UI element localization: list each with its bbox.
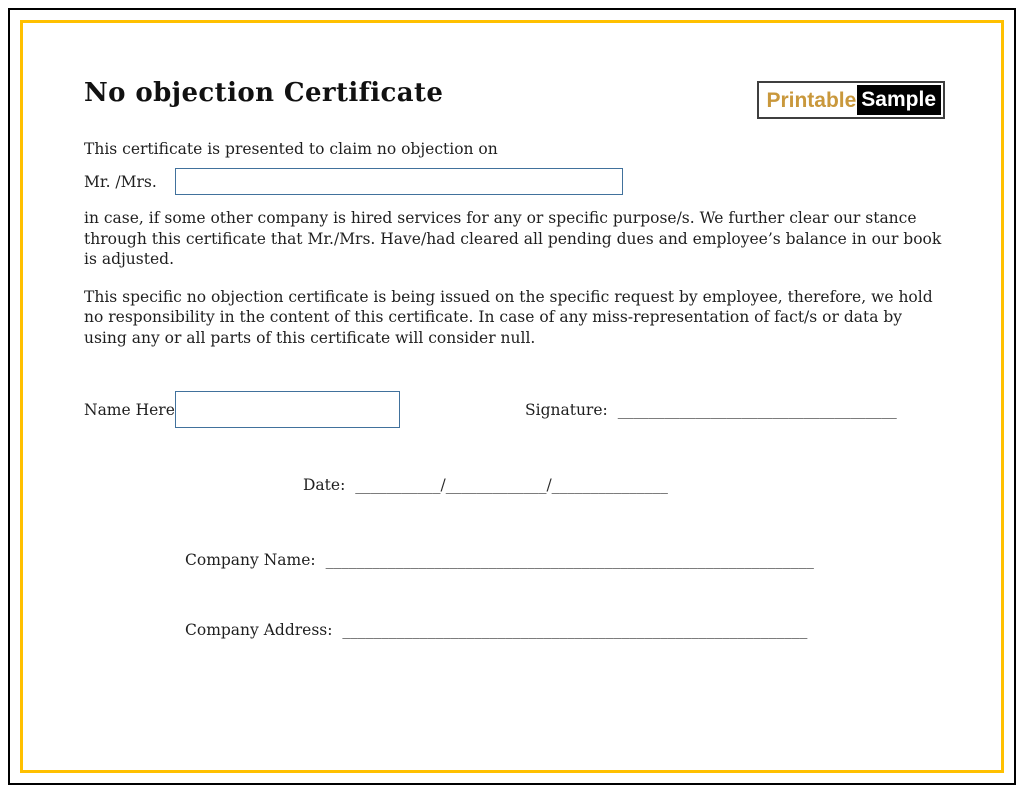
salutation-label: Mr. /Mrs.: [84, 172, 157, 191]
signature-field: [525, 401, 897, 419]
logo-sample-text: Sample: [857, 85, 941, 115]
salutation-name-input[interactable]: [175, 168, 623, 195]
company-name-field: [84, 550, 945, 570]
date-line: ___________/_____________/_______________: [355, 476, 668, 494]
logo-printable-text: Printable: [766, 88, 857, 112]
page-title: No objection Certificate: [84, 78, 444, 108]
name-signature-row: [84, 391, 945, 428]
date-label: Date:: [303, 476, 346, 494]
date-field: [84, 475, 945, 495]
company-address-line: ____________________________________________________________: [342, 621, 808, 639]
printable-sample-logo: [757, 81, 945, 119]
company-address-field: [84, 620, 945, 640]
company-address-label: Company Address:: [185, 621, 333, 639]
paragraph-2: This specific no objection certificate is being issued on the specific request by employee, therefore, we hold no responsibility in the content of this certificate. In case of any miss-representation of fact/s or data by using any or all parts of this certificate will consider null.: [84, 287, 933, 347]
company-name-line: _______________________________________________________________: [325, 551, 814, 569]
header: [84, 78, 945, 119]
name-input[interactable]: [175, 391, 400, 428]
signature-label: Signature:: [525, 400, 608, 419]
paragraph-1: in case, if some other company is hired services for any or specific purpose/s. We further clear our stance through this certificate that Mr./Mrs. Have/had cleared all pending dues and employee’s balance in our book is adjusted.: [84, 209, 942, 268]
intro-line: This certificate is presented to claim no objection on: [84, 140, 498, 158]
name-label: Name Here: [84, 400, 175, 419]
salutation-field: [84, 168, 945, 195]
company-name-label: Company Name:: [185, 551, 316, 569]
signature-line: ____________________________________: [617, 400, 897, 419]
certificate-content: [23, 23, 1001, 770]
